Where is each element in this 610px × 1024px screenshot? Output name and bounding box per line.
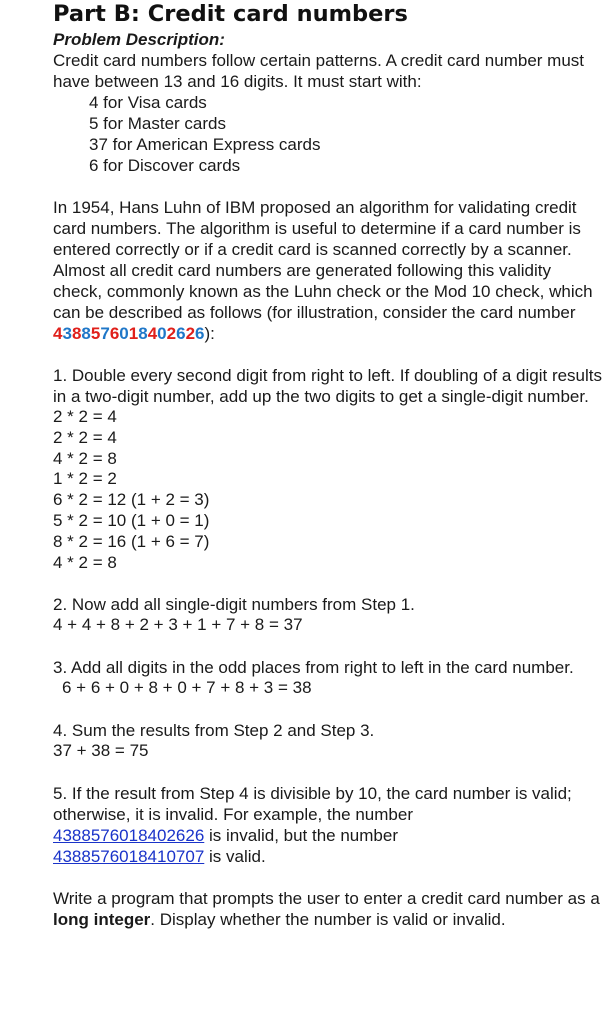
example-digit: 4 [147,324,158,343]
step-1-line: 2 * 2 = 4 [53,407,117,426]
example-digit: 6 [176,324,186,343]
invalid-number-link[interactable]: 4388576018402626 [53,825,205,845]
step-5-text-c: is valid. [204,846,266,866]
luhn-text: In 1954, Hans Luhn of IBM proposed an algorithm for validating credit card numbers. The algorithm is useful to determine if a card number is entered correctly or if a credit card is scanned correctly by a scanner. Almost all credit card numbers are generated following this validity check, commonly known as the Luhn check or the Mod 10 check, which can be described as follows (for illustration, consider the card number [53,198,593,322]
step-1-line: 4 * 2 = 8 [53,448,117,468]
example-digit: 7 [100,324,110,343]
example-digit: 5 [90,324,101,343]
luhn-paragraph [53,197,603,344]
step-1-line: 1 * 2 = 2 [53,469,117,489]
example-digit: 8 [81,324,91,343]
intro-paragraph: Credit card numbers follow certain patterns. A credit card number must have between 13 and 16 digits. It must start with: [53,51,585,91]
task-text-a: Write a program that prompts the user to enter a credit card number as a [53,888,600,908]
example-digit: 2 [166,324,177,343]
example-digit: 2 [185,324,196,343]
list-item: 5 for Master cards [89,114,226,133]
card-type-list [53,92,603,176]
example-digit: 0 [119,324,129,343]
valid-number-link[interactable]: 4388576018410707 [53,846,205,866]
example-digit: 3 [62,324,72,343]
step-3-calc: 6 + 6 + 0 + 8 + 0 + 7 + 8 + 3 = 38 [62,678,312,698]
example-card-number [53,324,205,343]
example-digit: 6 [109,324,120,343]
section-heading: Problem Description: [53,30,225,49]
list-item: 37 for American Express cards [89,135,321,154]
example-digit: 4 [53,324,63,343]
task-bold-term: long integer [53,909,151,929]
document [53,0,603,930]
steps [53,365,603,930]
step-1-line: 5 * 2 = 10 (1 + 0 = 1) [53,510,210,530]
example-digit: 8 [138,324,148,343]
task-paragraph [53,888,603,930]
example-digit: 0 [157,324,167,343]
example-suffix: ): [204,324,215,343]
page-title: Part B: Credit card numbers [53,1,408,27]
step-3-text: 3. Add all digits in the odd places from right to left in the card number. [53,658,574,678]
example-digit: 1 [128,324,139,343]
step-5-text-b: is invalid, but the number [204,825,398,845]
step-1-text: 1. Double every second digit from right to left. If doubling of a digit results in a two-digit number, add up the two digits to get a single-digit number. [53,366,603,406]
step-5-text [53,783,603,867]
step-1-line: 4 * 2 = 8 [53,552,117,572]
step-1-line: 6 * 2 = 12 (1 + 2 = 3) [53,490,210,510]
step-1-line: 8 * 2 = 16 (1 + 6 = 7) [53,531,210,551]
example-digit: 8 [71,324,82,343]
step-2-calc: 4 + 4 + 8 + 2 + 3 + 1 + 7 + 8 = 37 [53,615,303,635]
step-5-text-a: 5. If the result from Step 4 is divisible by 10, the card number is valid; otherwise, it is invalid. For example, the number [53,783,572,824]
task-text-b: . Display whether the number is valid or invalid. [150,909,506,929]
step-4-text: 4. Sum the results from Step 2 and Step 3. [53,720,375,740]
example-digit: 6 [195,324,205,343]
list-item: 6 for Discover cards [89,156,241,175]
step-4-calc: 37 + 38 = 75 [53,740,149,760]
list-item: 4 for Visa cards [89,93,207,112]
step-1-line: 2 * 2 = 4 [53,427,117,447]
step-2-text: 2. Now add all single-digit numbers from Step 1. [53,595,415,615]
